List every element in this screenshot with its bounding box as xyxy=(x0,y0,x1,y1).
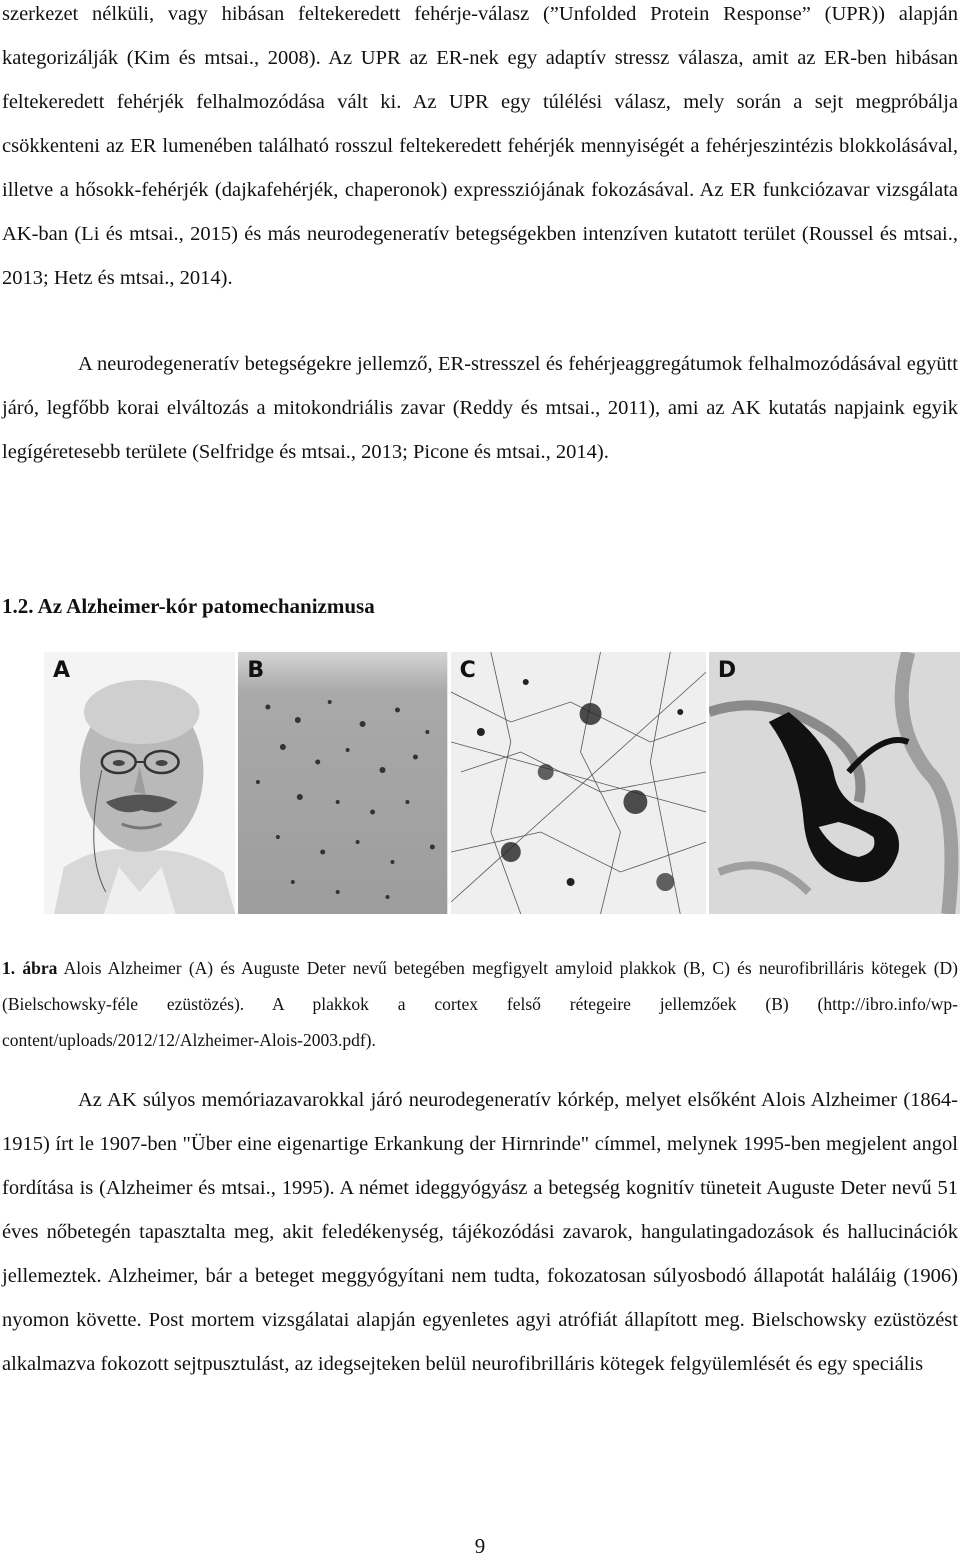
neurofibrillary-tangle-image xyxy=(709,652,960,914)
figure-panel-b-cortex xyxy=(238,652,447,914)
figure-1 xyxy=(44,652,960,914)
figure-caption-label: 1. ábra xyxy=(2,958,58,978)
paragraph-alzheimer-history: Az AK súlyos memóriazavarokkal járó neurodegeneratív kórkép, melyet elsőként Alois Alzheimer (1864-1915) írt le 1907-ben "Über eine eigenartige Erkankung der Hirnrinde" címmel, melynek 1995-ben megjelent angol fordítása is (Alzheimer és mtsai., 1995). A német ideggyógyász a betegség kognitív tüneteit Auguste Deter nevű 51 éves nőbetegén tapasztalta meg, akit feledékenység, tájékozódási zavarok, hangulatingadozások és hallucinációk jellemeztek. Alzheimer, bár a beteget meggyógyítani nem tudta, fokozatosan súlyosbodó állapotát haláláig (1906) nyomon követte. Post mortem vizsgálatai alapján egyenletes agyi atrófiát állapított meg. Bielschowsky ezüstözést alkalmazva fokozott sejtpusztulást, az idegsejteken belül neurofibrilláris kötegek felgyülemlését és egy speciális xyxy=(2,1089,958,1375)
panel-label-c: C xyxy=(459,658,476,683)
section-heading: 1.2. Az Alzheimer-kór patomechanizmusa xyxy=(2,594,375,618)
portrait-image xyxy=(44,652,235,914)
silver-stain-plaques-image xyxy=(451,652,706,914)
figure-caption xyxy=(2,950,958,1058)
paragraph-mitochondria: A neurodegeneratív betegségekre jellemző, ER-stresszel és fehérjeaggregátumok felhalmozódásával együtt járó, legfőbb korai elváltozás a mitokondriális zavar (Reddy és mtsai., 2011), ami az AK kutatás napjaink egyik legígéretesebb területe (Selfridge és mtsai., 2013; Picone és mtsai., 2014). xyxy=(2,353,958,463)
figure-panel-a-portrait xyxy=(44,652,235,914)
panel-label-a: A xyxy=(53,658,71,683)
figure-panel-d-tangle xyxy=(709,652,960,914)
paragraph-upr: szerkezet nélküli, vagy hibásan feltekeredett fehérje-válasz (”Unfolded Protein Response” (UPR)) alapján kategorizálják (Kim és mtsai., 2008). Az UPR az ER-nek egy adaptív stressz válasza, amit az ER-ben hibásan feltekeredett fehérjék felhalmozódása vált ki. Az UPR egy túlélési válasz, mely során a sejt megpróbálja csökkenteni az ER lumenében található rosszul feltekeredett fehérjék mennyiségét a fehérjeszintézis blokkolásával, illetve a hősokk-fehérjék (dajkafehérjék, chaperonok) expressziójának fokozásával. Az ER funkciózavar vizsgálata AK-ban (Li és mtsai., 2015) és más neurodegeneratív betegségekben intenzíven kutatott terület (Roussel és mtsai., 2013; Hetz és mtsai., 2014). xyxy=(2,3,958,289)
cortex-plaques-image xyxy=(238,652,447,914)
figure-panel-c-plaques xyxy=(451,652,706,914)
page-number: 9 xyxy=(474,1534,486,1558)
figure-caption-text: Alois Alzheimer (A) és Auguste Deter nevű betegében megfigyelt amyloid plakkok (B, C) és neurofibrilláris kötegek (D) (Bielschowsky-féle ezüstözés). A plakkok a cortex felső rétegeire jellemzőek (B) (http://ibro.info/wp-content/uploads/2012/12/Alzheimer-Alois-2003.pdf). xyxy=(2,958,958,1050)
panel-label-b: B xyxy=(247,658,265,683)
panel-label-d: D xyxy=(717,658,737,683)
